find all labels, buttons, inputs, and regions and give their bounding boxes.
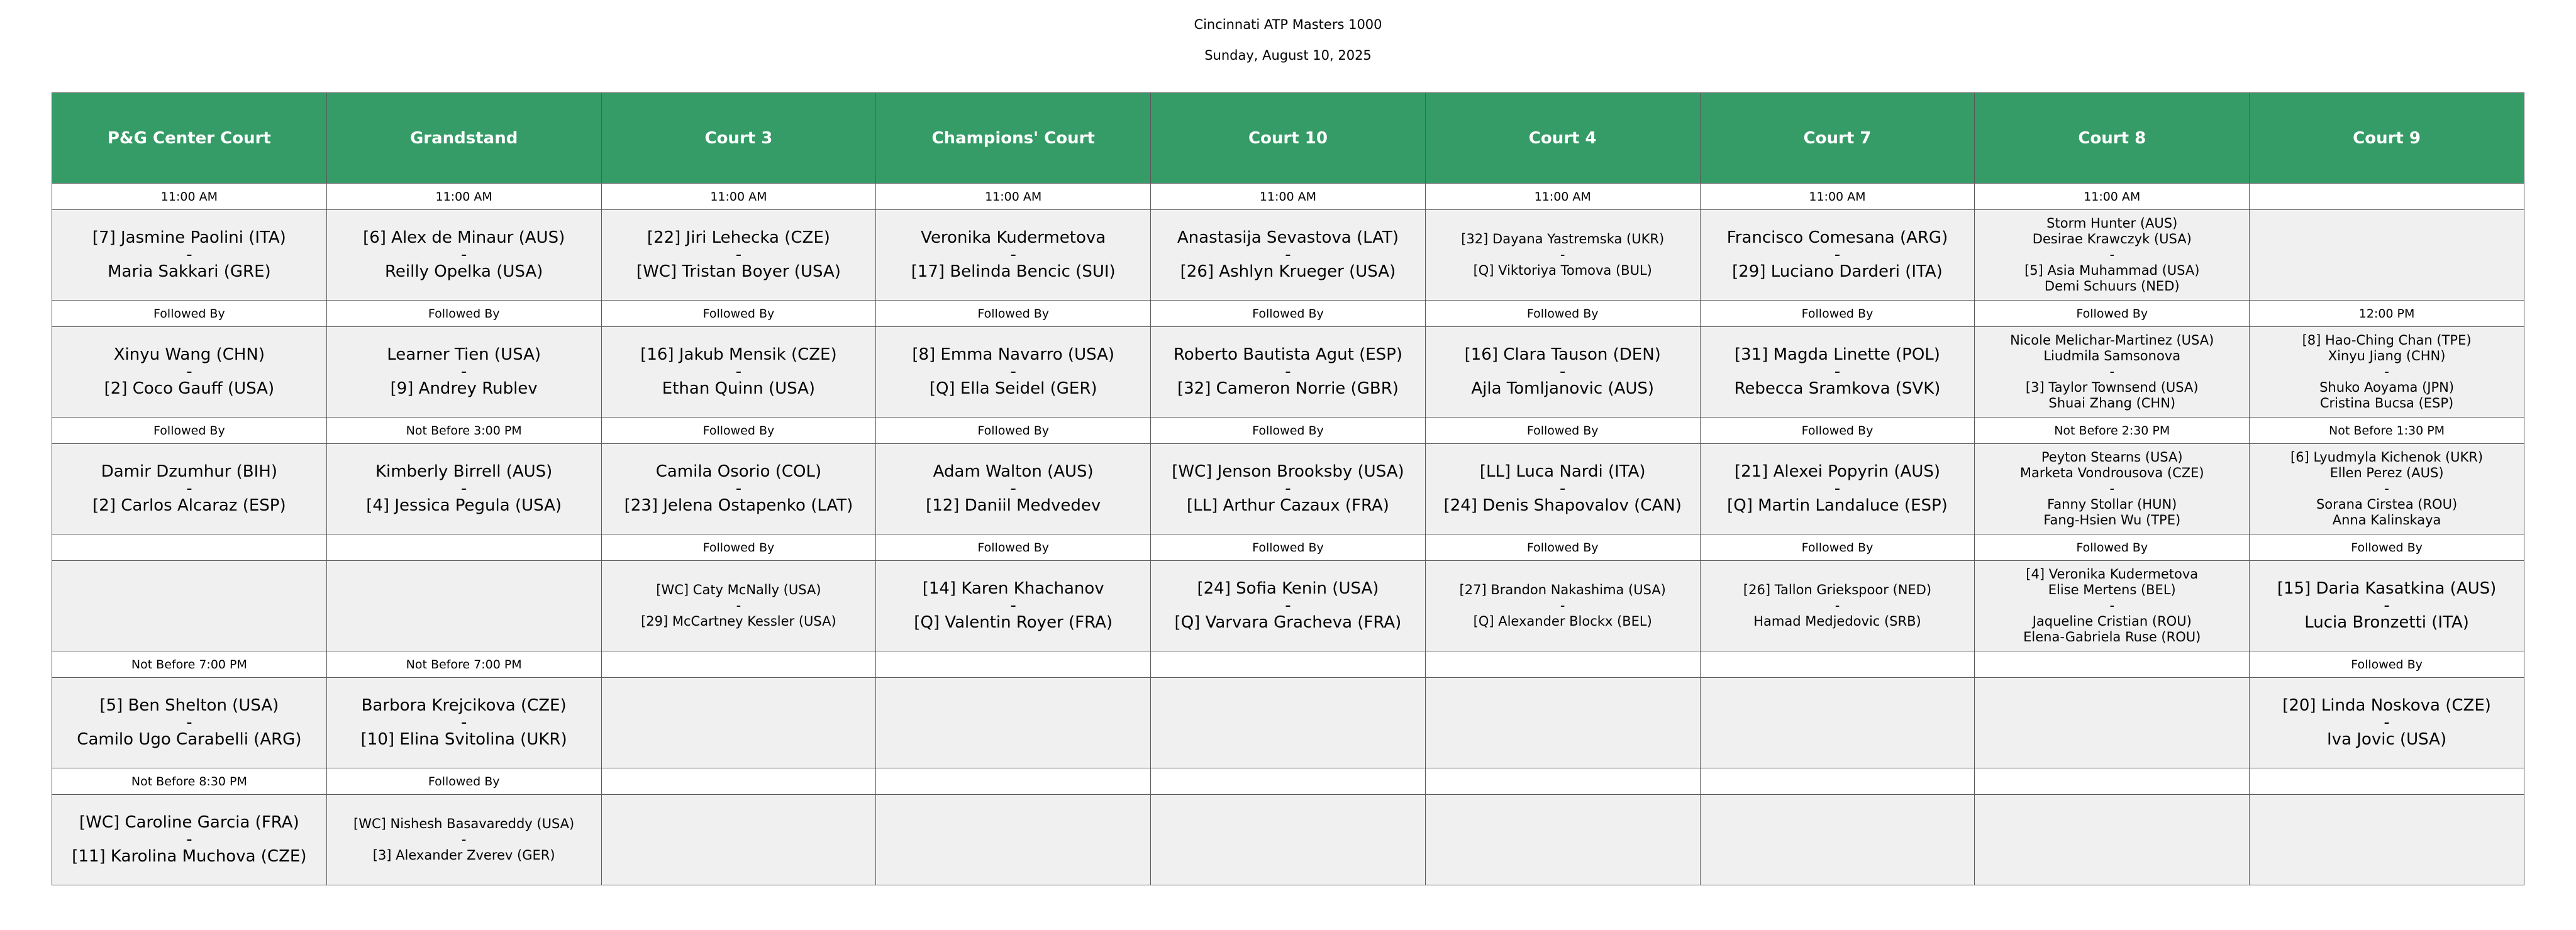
singles-match: [56, 463, 323, 514]
match-time-note: [601, 768, 876, 795]
match-time-note: [326, 534, 601, 561]
match-time-note: Followed By: [1151, 418, 1426, 444]
singles-match: [1430, 463, 1696, 514]
versus-separator: -: [735, 245, 742, 264]
order-of-play-table: [52, 92, 2524, 885]
versus-separator: -: [1560, 362, 1566, 381]
versus-separator: -: [186, 713, 192, 732]
player-name: [32] Cameron Norrie (GBR): [1177, 379, 1399, 398]
match-cell: [326, 444, 601, 534]
court-header: Court 4: [1425, 93, 1700, 184]
player-name: [22] Jiri Lehecka (CZE): [647, 228, 830, 247]
singles-match: [1430, 582, 1696, 629]
player-name: Storm Hunter (AUS): [2046, 216, 2178, 231]
match-time-note: [2250, 768, 2524, 795]
match-time-note: Followed By: [876, 301, 1151, 327]
schedule-date: Sunday, August 10, 2025: [1204, 48, 1372, 63]
match-cell: [2250, 795, 2524, 885]
player-name: [Q] Varvara Gracheva (FRA): [1174, 613, 1402, 632]
player-name: [WC] Nishesh Basavareddy (USA): [353, 816, 575, 831]
player-name: [Q] Alexander Blockx (BEL): [1473, 614, 1652, 629]
match-time-note: Followed By: [1151, 301, 1426, 327]
player-name: [16] Jakub Mensik (CZE): [640, 345, 837, 364]
match-cell: [1151, 444, 1426, 534]
player-name: [8] Hao-Ching Chan (TPE): [2302, 333, 2472, 348]
player-name: [4] Jessica Pegula (USA): [366, 496, 562, 515]
match-time-note: 11:00 AM: [326, 184, 601, 210]
player-name: [WC] Jenson Brooksby (USA): [1172, 462, 1404, 481]
player-name: [WC] Tristan Boyer (USA): [636, 262, 841, 281]
match-cell: [52, 561, 327, 651]
singles-match: [2253, 580, 2520, 631]
player-name: [20] Linda Noskova (CZE): [2282, 696, 2491, 715]
doubles-match: [1979, 567, 2245, 645]
player-name: Fanny Stollar (HUN): [2047, 497, 2177, 512]
match-cell: [601, 210, 876, 301]
singles-match: [606, 463, 872, 514]
match-time-note: Followed By: [876, 418, 1151, 444]
match-time-note: Followed By: [326, 301, 601, 327]
match-cell: [1425, 795, 1700, 885]
player-name: Jaqueline Cristian (ROU): [2032, 614, 2192, 629]
match-time-note: Followed By: [1425, 301, 1700, 327]
match-time-note: [1425, 651, 1700, 678]
player-name: [Q] Viktoriya Tomova (BUL): [1473, 263, 1652, 278]
versus-separator: -: [460, 713, 467, 732]
versus-separator: -: [735, 362, 742, 381]
versus-separator: -: [460, 245, 467, 264]
match-time-note: Followed By: [1975, 534, 2250, 561]
player-name: Francisco Comesana (ARG): [1726, 228, 1948, 247]
match-time-note: Followed By: [1425, 418, 1700, 444]
player-name: Barbora Krejcikova (CZE): [361, 696, 567, 715]
player-name: [7] Jasmine Paolini (ITA): [92, 228, 286, 247]
singles-match: [56, 697, 323, 748]
match-cell: [1425, 561, 1700, 651]
match-time-note: 11:00 AM: [1700, 184, 1975, 210]
player-name: Roberto Bautista Agut (ESP): [1173, 345, 1402, 364]
time-note-row: [52, 768, 2524, 795]
match-cell: [52, 444, 327, 534]
match-time-note: Followed By: [601, 534, 876, 561]
doubles-match: [1979, 216, 2245, 294]
versus-separator: -: [1010, 245, 1016, 264]
match-cell: [1700, 795, 1975, 885]
versus-separator: -: [1834, 245, 1841, 264]
versus-separator: -: [2384, 713, 2390, 732]
match-time-note: Not Before 8:30 PM: [52, 768, 327, 795]
match-cell: [326, 561, 601, 651]
match-row: [52, 327, 2524, 418]
court-header: Court 3: [601, 93, 876, 184]
player-name: [29] Luciano Darderi (ITA): [1732, 262, 1943, 281]
match-cell: [1975, 795, 2250, 885]
versus-separator: -: [1834, 362, 1841, 381]
player-name: [26] Tallon Griekspoor (NED): [1743, 582, 1932, 597]
match-cell: [326, 327, 601, 418]
match-cell: [1151, 795, 1426, 885]
match-time-note: Not Before 3:00 PM: [326, 418, 601, 444]
player-name: Anastasija Sevastova (LAT): [1177, 228, 1399, 247]
match-row: [52, 444, 2524, 534]
singles-match: [331, 346, 597, 397]
match-cell: [1151, 327, 1426, 418]
court-header: Court 9: [2250, 93, 2524, 184]
player-name: [Q] Valentin Royer (FRA): [914, 613, 1113, 632]
match-time-note: Followed By: [876, 534, 1151, 561]
versus-separator: -: [2109, 481, 2115, 496]
match-time-note: Followed By: [601, 418, 876, 444]
match-time-note: Followed By: [1700, 301, 1975, 327]
match-cell: [1975, 678, 2250, 768]
match-time-note: 11:00 AM: [876, 184, 1151, 210]
player-name: [2] Coco Gauff (USA): [104, 379, 275, 398]
player-name: [31] Magda Linette (POL): [1734, 345, 1940, 364]
match-cell: [601, 444, 876, 534]
match-time-note: [1151, 768, 1426, 795]
match-time-note: 11:00 AM: [1975, 184, 2250, 210]
player-name: [3] Alexander Zverev (GER): [372, 848, 555, 863]
singles-match: [1155, 463, 1421, 514]
player-name: Veronika Kudermetova: [921, 228, 1106, 247]
player-name: [10] Elina Svitolina (UKR): [360, 730, 567, 749]
player-name: [4] Veronika Kudermetova: [2026, 567, 2199, 582]
match-time-note: Followed By: [1151, 534, 1426, 561]
singles-match: [880, 580, 1146, 631]
player-name: Cristina Bucsa (ESP): [2319, 396, 2454, 411]
player-name: [6] Lyudmyla Kichenok (UKR): [2290, 450, 2484, 465]
match-cell: [876, 795, 1151, 885]
match-time-note: Followed By: [1700, 534, 1975, 561]
singles-match: [1155, 230, 1421, 280]
player-name: Ellen Perez (AUS): [2329, 465, 2444, 480]
singles-match: [1704, 582, 1971, 629]
player-name: Hamad Medjedovic (SRB): [1753, 614, 1921, 629]
match-row: [52, 210, 2524, 301]
match-time-note: [2250, 184, 2524, 210]
match-time-note: 12:00 PM: [2250, 301, 2524, 327]
court-header: P&G Center Court: [52, 93, 327, 184]
player-name: Damir Dzumhur (BIH): [101, 462, 277, 481]
doubles-match: [1979, 450, 2245, 528]
match-time-note: Followed By: [52, 301, 327, 327]
singles-match: [880, 230, 1146, 280]
player-name: [24] Sofia Kenin (USA): [1197, 579, 1379, 598]
player-name: Nicole Melichar-Martinez (USA): [2010, 333, 2214, 348]
match-row: [52, 561, 2524, 651]
player-name: Lucia Bronzetti (ITA): [2304, 613, 2469, 632]
player-name: [32] Dayana Yastremska (UKR): [1461, 231, 1665, 246]
versus-separator: -: [2109, 247, 2115, 262]
match-cell: [1700, 561, 1975, 651]
player-name: [Q] Martin Landaluce (ESP): [1727, 496, 1948, 515]
match-cell: [52, 678, 327, 768]
singles-match: [1430, 346, 1696, 397]
player-name: Marketa Vondrousova (CZE): [2019, 465, 2204, 480]
schedule-body: [52, 184, 2524, 885]
match-time-note: Not Before 2:30 PM: [1975, 418, 2250, 444]
player-name: Ethan Quinn (USA): [662, 379, 816, 398]
match-cell: [601, 561, 876, 651]
player-name: Ajla Tomljanovic (AUS): [1471, 379, 1655, 398]
match-cell: [1425, 444, 1700, 534]
match-time-note: [1975, 651, 2250, 678]
player-name: Adam Walton (AUS): [933, 462, 1094, 481]
player-name: Iva Jovic (USA): [2327, 730, 2447, 749]
versus-separator: -: [1560, 479, 1566, 498]
player-name: [3] Taylor Townsend (USA): [2025, 380, 2199, 395]
player-name: Fang-Hsien Wu (TPE): [2043, 512, 2181, 528]
match-time-note: Not Before 1:30 PM: [2250, 418, 2524, 444]
singles-match: [1704, 346, 1971, 397]
match-time-note: [1975, 768, 2250, 795]
player-name: [23] Jelena Ostapenko (LAT): [624, 496, 853, 515]
match-cell: [601, 795, 876, 885]
versus-separator: -: [1010, 479, 1016, 498]
match-time-note: Followed By: [1975, 301, 2250, 327]
player-name: Liudmila Samsonova: [2043, 348, 2181, 363]
match-time-note: [1700, 651, 1975, 678]
singles-match: [331, 230, 597, 280]
match-time-note: 11:00 AM: [1425, 184, 1700, 210]
player-name: [27] Brandon Nakashima (USA): [1459, 582, 1666, 597]
player-name: [29] McCartney Kessler (USA): [641, 614, 836, 629]
versus-separator: -: [2384, 481, 2389, 496]
court-header-row: [52, 93, 2524, 184]
versus-separator: -: [735, 479, 742, 498]
player-name: [Q] Ella Seidel (GER): [929, 379, 1097, 398]
match-cell: [601, 678, 876, 768]
player-name: [WC] Caty McNally (USA): [656, 582, 821, 597]
tournament-title: Cincinnati ATP Masters 1000: [1194, 17, 1382, 32]
versus-separator: -: [1560, 598, 1565, 613]
player-name: [9] Andrey Rublev: [390, 379, 538, 398]
singles-match: [606, 346, 872, 397]
match-time-note: [1425, 768, 1700, 795]
versus-separator: -: [1834, 479, 1841, 498]
time-note-row: [52, 184, 2524, 210]
player-name: [LL] Arthur Cazaux (FRA): [1186, 496, 1389, 515]
match-cell: [876, 561, 1151, 651]
doubles-match: [1979, 333, 2245, 411]
versus-separator: -: [1285, 596, 1291, 615]
singles-match: [331, 816, 597, 863]
singles-match: [1704, 230, 1971, 280]
player-name: Camilo Ugo Carabelli (ARG): [77, 730, 302, 749]
singles-match: [1704, 463, 1971, 514]
match-time-note: 11:00 AM: [52, 184, 327, 210]
match-cell: [876, 444, 1151, 534]
singles-match: [1430, 231, 1696, 279]
versus-separator: -: [186, 479, 192, 498]
player-name: [8] Emma Navarro (USA): [912, 345, 1115, 364]
singles-match: [56, 814, 323, 865]
match-time-note: Followed By: [2250, 534, 2524, 561]
court-header: Grandstand: [326, 93, 601, 184]
singles-match: [331, 697, 597, 748]
time-note-row: [52, 418, 2524, 444]
match-time-note: Not Before 7:00 PM: [52, 651, 327, 678]
player-name: Maria Sakkari (GRE): [108, 262, 271, 281]
versus-separator: -: [460, 362, 467, 381]
versus-separator: -: [1285, 479, 1291, 498]
match-cell: [2250, 444, 2524, 534]
match-cell: [1975, 561, 2250, 651]
versus-separator: -: [186, 362, 192, 381]
player-name: Xinyu Wang (CHN): [113, 345, 265, 364]
singles-match: [880, 346, 1146, 397]
match-cell: [326, 795, 601, 885]
singles-match: [56, 230, 323, 280]
match-cell: [52, 795, 327, 885]
match-cell: [601, 327, 876, 418]
match-cell: [876, 678, 1151, 768]
match-cell: [1700, 678, 1975, 768]
versus-separator: -: [186, 245, 192, 264]
time-note-row: [52, 301, 2524, 327]
versus-separator: -: [2384, 364, 2389, 379]
player-name: [5] Asia Muhammad (USA): [2024, 263, 2200, 278]
court-header: Court 7: [1700, 93, 1975, 184]
doubles-match: [2253, 450, 2520, 528]
match-cell: [326, 678, 601, 768]
player-name: Desirae Krawczyk (USA): [2032, 231, 2192, 246]
match-cell: [1151, 561, 1426, 651]
match-time-note: Followed By: [2250, 651, 2524, 678]
player-name: Xinyu Jiang (CHN): [2328, 348, 2446, 363]
player-name: Camila Osorio (COL): [655, 462, 822, 481]
versus-separator: -: [460, 479, 467, 498]
singles-match: [606, 582, 872, 629]
player-name: [6] Alex de Minaur (AUS): [363, 228, 565, 247]
player-name: Rebecca Sramkova (SVK): [1734, 379, 1941, 398]
match-time-note: [52, 534, 327, 561]
player-name: [24] Denis Shapovalov (CAN): [1443, 496, 1682, 515]
player-name: [5] Ben Shelton (USA): [99, 696, 279, 715]
singles-match: [880, 463, 1146, 514]
player-name: [26] Ashlyn Krueger (USA): [1180, 262, 1396, 281]
court-header: Court 8: [1975, 93, 2250, 184]
match-cell: [1425, 327, 1700, 418]
singles-match: [2253, 697, 2520, 748]
versus-separator: -: [1285, 362, 1291, 381]
player-name: [LL] Luca Nardi (ITA): [1479, 462, 1646, 481]
singles-match: [331, 463, 597, 514]
match-cell: [2250, 561, 2524, 651]
player-name: [WC] Caroline Garcia (FRA): [79, 813, 299, 832]
match-time-note: [601, 651, 876, 678]
time-note-row: [52, 651, 2524, 678]
player-name: Kimberly Birrell (AUS): [375, 462, 553, 481]
versus-separator: -: [1285, 245, 1291, 264]
versus-separator: -: [186, 830, 192, 849]
match-cell: [52, 327, 327, 418]
match-time-note: Not Before 7:00 PM: [326, 651, 601, 678]
match-cell: [1700, 210, 1975, 301]
match-time-note: [1151, 651, 1426, 678]
versus-separator: -: [1560, 247, 1565, 262]
versus-separator: -: [1835, 598, 1840, 613]
match-time-note: Followed By: [326, 768, 601, 795]
singles-match: [1155, 346, 1421, 397]
versus-separator: -: [2109, 364, 2115, 379]
match-time-note: [876, 651, 1151, 678]
court-header: Court 10: [1151, 93, 1426, 184]
doubles-match: [2253, 333, 2520, 411]
match-time-note: Followed By: [1700, 418, 1975, 444]
match-cell: [52, 210, 327, 301]
match-cell: [1151, 678, 1426, 768]
match-cell: [1975, 444, 2250, 534]
player-name: [21] Alexei Popyrin (AUS): [1734, 462, 1941, 481]
player-name: Elise Mertens (BEL): [2048, 582, 2176, 597]
player-name: [15] Daria Kasatkina (AUS): [2277, 579, 2497, 598]
versus-separator: -: [2384, 596, 2390, 615]
player-name: Reilly Opelka (USA): [385, 262, 543, 281]
versus-separator: -: [1010, 596, 1016, 615]
match-cell: [1975, 327, 2250, 418]
player-name: [12] Daniil Medvedev: [926, 496, 1101, 515]
player-name: [17] Belinda Bencic (SUI): [911, 262, 1116, 281]
court-header: Champions' Court: [876, 93, 1151, 184]
player-name: Learner Tien (USA): [387, 345, 541, 364]
match-cell: [2250, 210, 2524, 301]
versus-separator: -: [1010, 362, 1016, 381]
match-cell: [1425, 210, 1700, 301]
player-name: Sorana Cirstea (ROU): [2316, 497, 2458, 512]
player-name: Demi Schuurs (NED): [2044, 279, 2180, 294]
player-name: Shuko Aoyama (JPN): [2319, 380, 2455, 395]
match-cell: [2250, 678, 2524, 768]
match-time-note: 11:00 AM: [1151, 184, 1426, 210]
player-name: Peyton Stearns (USA): [2041, 450, 2183, 465]
versus-separator: -: [2109, 598, 2115, 613]
singles-match: [606, 230, 872, 280]
player-name: [14] Karen Khachanov: [922, 579, 1104, 598]
match-time-note: Followed By: [52, 418, 327, 444]
match-row: [52, 678, 2524, 768]
match-time-note: 11:00 AM: [601, 184, 876, 210]
versus-separator: -: [461, 832, 467, 847]
match-cell: [1700, 327, 1975, 418]
match-cell: [876, 210, 1151, 301]
player-name: [2] Carlos Alcaraz (ESP): [92, 496, 286, 515]
player-name: [16] Clara Tauson (DEN): [1464, 345, 1661, 364]
match-cell: [2250, 327, 2524, 418]
time-note-row: [52, 534, 2524, 561]
match-cell: [876, 327, 1151, 418]
player-name: Shuai Zhang (CHN): [2048, 396, 2176, 411]
player-name: Elena-Gabriela Ruse (ROU): [2023, 629, 2201, 645]
player-name: Anna Kalinskaya: [2332, 512, 2441, 528]
versus-separator: -: [736, 598, 741, 613]
singles-match: [56, 346, 323, 397]
match-time-note: Followed By: [1425, 534, 1700, 561]
match-time-note: Followed By: [601, 301, 876, 327]
match-cell: [326, 210, 601, 301]
match-row: [52, 795, 2524, 885]
match-cell: [1700, 444, 1975, 534]
match-time-note: [876, 768, 1151, 795]
match-time-note: [1700, 768, 1975, 795]
singles-match: [1155, 580, 1421, 631]
player-name: [11] Karolina Muchova (CZE): [72, 847, 307, 866]
match-cell: [1975, 210, 2250, 301]
match-cell: [1425, 678, 1700, 768]
match-cell: [1151, 210, 1426, 301]
